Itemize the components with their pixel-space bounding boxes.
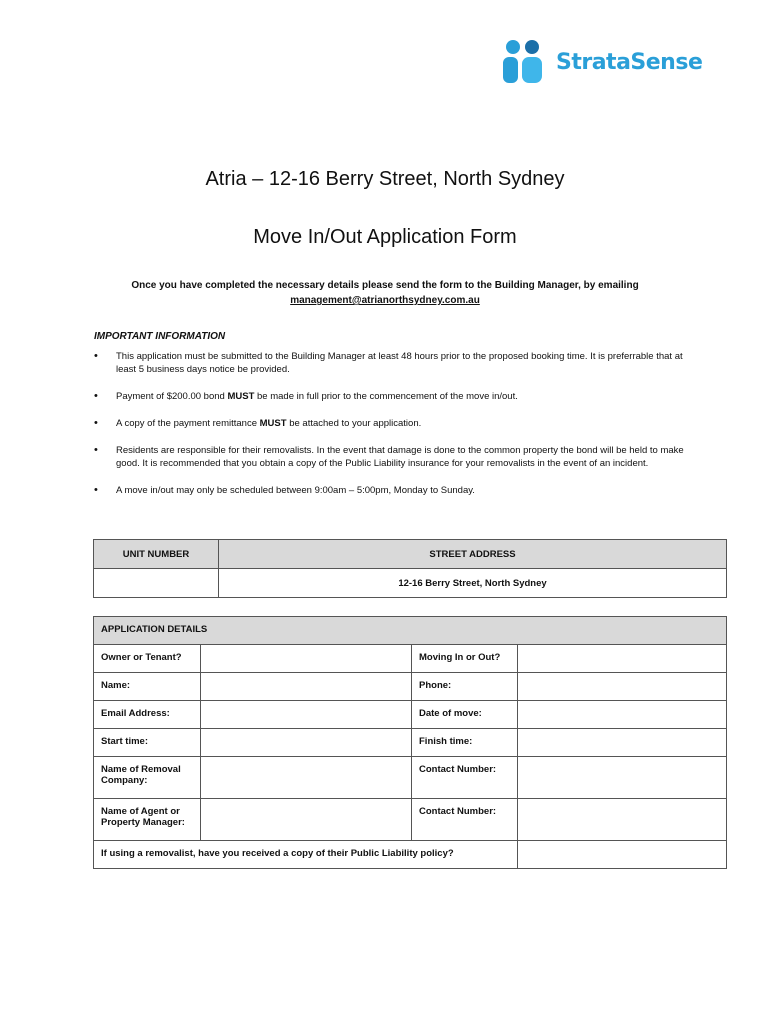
unit-number-header: UNIT NUMBER bbox=[94, 540, 219, 569]
date-label: Date of move: bbox=[412, 701, 518, 729]
application-details-table bbox=[93, 616, 727, 869]
stratasense-logo bbox=[500, 38, 702, 86]
phone-label: Phone: bbox=[412, 673, 518, 701]
moving-field[interactable] bbox=[518, 645, 727, 673]
finish-time-label: Finish time: bbox=[412, 729, 518, 757]
people-icon bbox=[500, 38, 548, 86]
list-item: • Residents are responsible for their removalists. In the event that damage is done to the common property the bond will be held to make good. It is recommended that you obtain a copy of the Public Liability insurance for your removalists in the event of an incident. bbox=[94, 444, 694, 470]
important-list bbox=[94, 350, 694, 511]
list-item: • A copy of the payment remittance MUST be attached to your application. bbox=[94, 417, 694, 430]
start-time-label: Start time: bbox=[94, 729, 201, 757]
list-item: • Payment of $200.00 bond MUST be made in full prior to the commencement of the move in/out. bbox=[94, 390, 694, 403]
contact-number-label: Contact Number: bbox=[412, 757, 518, 799]
list-item: • This application must be submitted to the Building Manager at least 48 hours prior to the proposed booking time. It is preferrable that at least 5 business days notice be provided. bbox=[94, 350, 694, 376]
removal-company-field[interactable] bbox=[201, 757, 412, 799]
date-field[interactable] bbox=[518, 701, 727, 729]
email-link[interactable]: management@atrianorthsydney.com.au bbox=[290, 295, 480, 306]
phone-field[interactable] bbox=[518, 673, 727, 701]
liability-question: If using a removalist, have you received a copy of their Public Liability policy? bbox=[94, 841, 518, 869]
form-title: Move In/Out Application Form bbox=[253, 226, 517, 248]
start-time-field[interactable] bbox=[201, 729, 412, 757]
agent-field[interactable] bbox=[201, 799, 412, 841]
liability-field[interactable] bbox=[518, 841, 727, 869]
important-heading: IMPORTANT INFORMATION bbox=[94, 331, 226, 342]
agent-contact-field[interactable] bbox=[518, 799, 727, 841]
contact-number-field[interactable] bbox=[518, 757, 727, 799]
application-details-header: APPLICATION DETAILS bbox=[94, 617, 727, 645]
moving-label: Moving In or Out? bbox=[412, 645, 518, 673]
owner-tenant-field[interactable] bbox=[201, 645, 412, 673]
unit-number-field[interactable] bbox=[94, 569, 219, 598]
list-item: • A move in/out may only be scheduled between 9:00am – 5:00pm, Monday to Sunday. bbox=[94, 484, 694, 497]
agent-label: Name of Agent or Property Manager: bbox=[94, 799, 201, 841]
owner-tenant-label: Owner or Tenant? bbox=[94, 645, 201, 673]
name-label: Name: bbox=[94, 673, 201, 701]
street-address-header: STREET ADDRESS bbox=[219, 540, 727, 569]
finish-time-field[interactable] bbox=[518, 729, 727, 757]
street-address-value: 12-16 Berry Street, North Sydney bbox=[219, 569, 727, 598]
page-title: Atria – 12-16 Berry Street, North Sydney bbox=[205, 168, 565, 190]
logo-text: StrataSense bbox=[556, 49, 703, 75]
removal-company-label: Name of Removal Company: bbox=[94, 757, 201, 799]
instructions-text: Once you have completed the necessary details please send the form to the Building Manager, by emailing bbox=[131, 280, 639, 291]
unit-table bbox=[93, 539, 727, 598]
email-field[interactable] bbox=[201, 701, 412, 729]
email-label: Email Address: bbox=[94, 701, 201, 729]
name-field[interactable] bbox=[201, 673, 412, 701]
agent-contact-label: Contact Number: bbox=[412, 799, 518, 841]
instructions bbox=[0, 278, 770, 308]
